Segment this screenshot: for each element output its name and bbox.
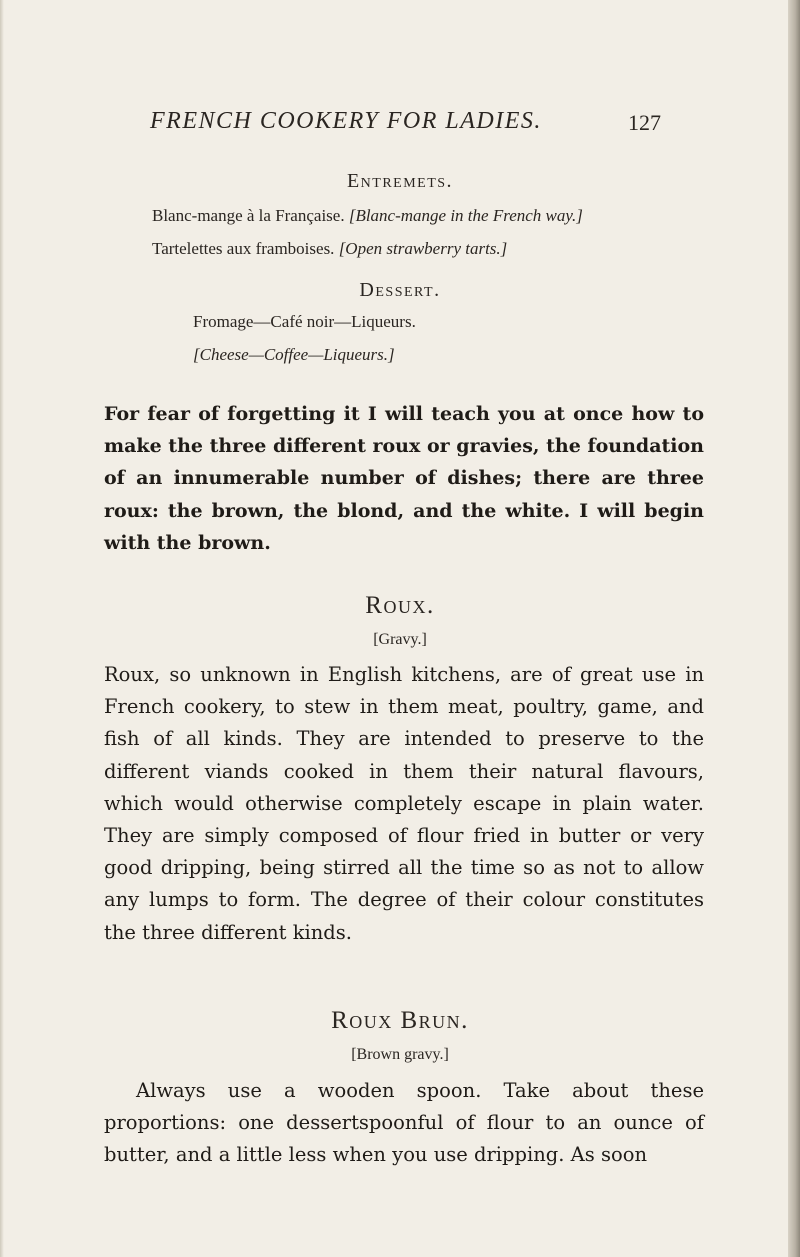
menu-item-english: [Open strawberry tarts.] xyxy=(338,239,508,258)
menu-line-blanc-mange xyxy=(152,206,583,226)
roux-paragraph: Roux, so unknown in English kitchens, are of great use in French cookery, to stew in them meat, poultry, game, and fish of all kinds. They are intended to preserve to the different viands cooked in them their natural flavours, which would otherwise completely escape in plain water. They are simply composed of flour fried in butter or very good dripping, being stirred all the time so as not to allow any lumps to form. The degree of their colour constitutes the three different kinds. xyxy=(104,663,704,944)
menu-item-french: Blanc-mange à la Française. xyxy=(152,206,345,225)
roux-heading: Roux. xyxy=(365,592,435,619)
roux-subheading: [Gravy.] xyxy=(373,631,427,648)
roux-brun-heading: Roux Brun. xyxy=(331,1007,469,1034)
dessert-heading: Dessert. xyxy=(359,279,441,301)
intro-paragraph: For fear of forgetting it I will teach you at once how to make the three different roux or gravies, the foundation of an innumerable number of dishes; there are three roux: the brown, the blond, and the white. I will begin with the brown. xyxy=(104,403,704,554)
running-head: FRENCH COOKERY FOR LADIES. xyxy=(150,108,542,134)
page-number: 127 xyxy=(628,110,661,135)
dessert-english: [Cheese—Coffee—Liqueurs.] xyxy=(193,345,395,364)
roux-brun-paragraph: Always use a wooden spoon. Take about these proportions: one dessertspoonful of flour to an ounce of butter, and a little less when you use dripping. As soon xyxy=(104,1079,704,1167)
dessert-french: Fromage—Café noir—Liqueurs. xyxy=(193,312,416,331)
menu-item-french: Tartelettes aux framboises. xyxy=(152,239,335,258)
menu-item-english: [Blanc-mange in the French way.] xyxy=(348,206,583,225)
menu-line-tartelettes xyxy=(152,239,507,259)
roux-brun-subheading: [Brown gravy.] xyxy=(351,1046,449,1063)
entremets-heading: Entremets. xyxy=(346,170,454,192)
